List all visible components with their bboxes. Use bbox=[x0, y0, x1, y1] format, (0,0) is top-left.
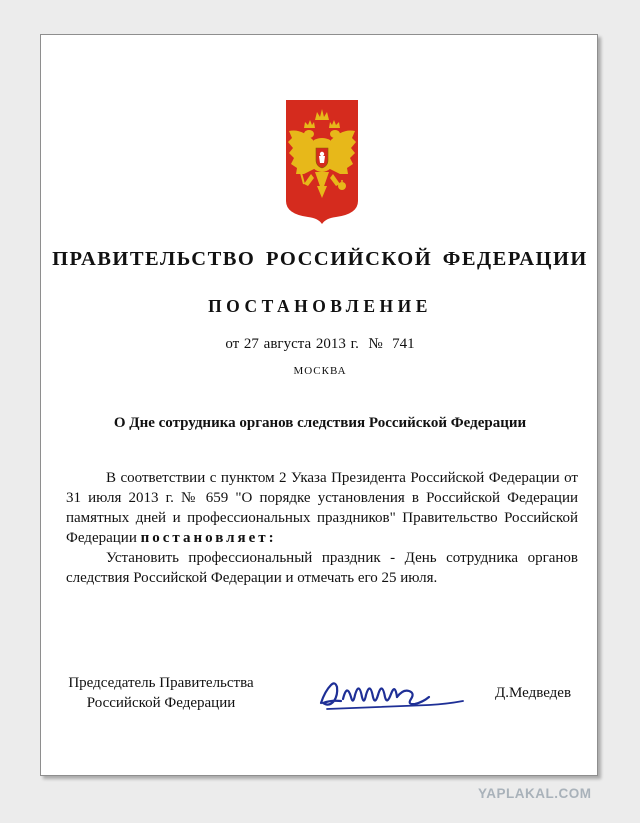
government-title: ПРАВИТЕЛЬСТВО РОССИЙСКОЙ ФЕДЕРАЦИИ bbox=[52, 248, 588, 270]
body-paragraph-1 bbox=[66, 468, 578, 548]
document-page bbox=[40, 34, 598, 776]
handwritten-signature-icon bbox=[317, 667, 469, 715]
signer-position-line-2: Российской Федерации bbox=[86, 695, 236, 711]
signer-position bbox=[66, 673, 256, 713]
signature-svg bbox=[317, 667, 469, 715]
document-type: ПОСТАНОВЛЕНИЕ bbox=[208, 296, 432, 316]
body-paragraph-2: Установить профессиональный праздник - День сотрудника органов следствия Российской Федерации и отмечать его 25 июля. bbox=[66, 550, 578, 586]
site-watermark: YAPLAKAL.COM bbox=[478, 786, 592, 801]
document-subject: О Дне сотрудника органов следствия Российской Федерации bbox=[113, 415, 527, 431]
coat-of-arms-svg bbox=[284, 98, 360, 225]
document-date-number: от 27 августа 2013 г. № 741 bbox=[225, 336, 415, 352]
document-place: МОСКВА bbox=[293, 365, 347, 377]
signer-name: Д.Медведев bbox=[495, 685, 572, 701]
coat-of-arms-icon bbox=[284, 98, 360, 225]
document-body bbox=[66, 468, 578, 588]
signer-position-line-1: Председатель Правительства bbox=[68, 675, 254, 691]
paragraph-1-text: В соответствии с пунктом 2 Указа Президента Российской Федерации от 31 июля 2013 г. № 659 "О порядке установления в Российской Федерации памятных дней и профессиональных праздников" Правительство Российской Федерации bbox=[66, 470, 578, 546]
decision-word: постановляет: bbox=[140, 530, 277, 546]
